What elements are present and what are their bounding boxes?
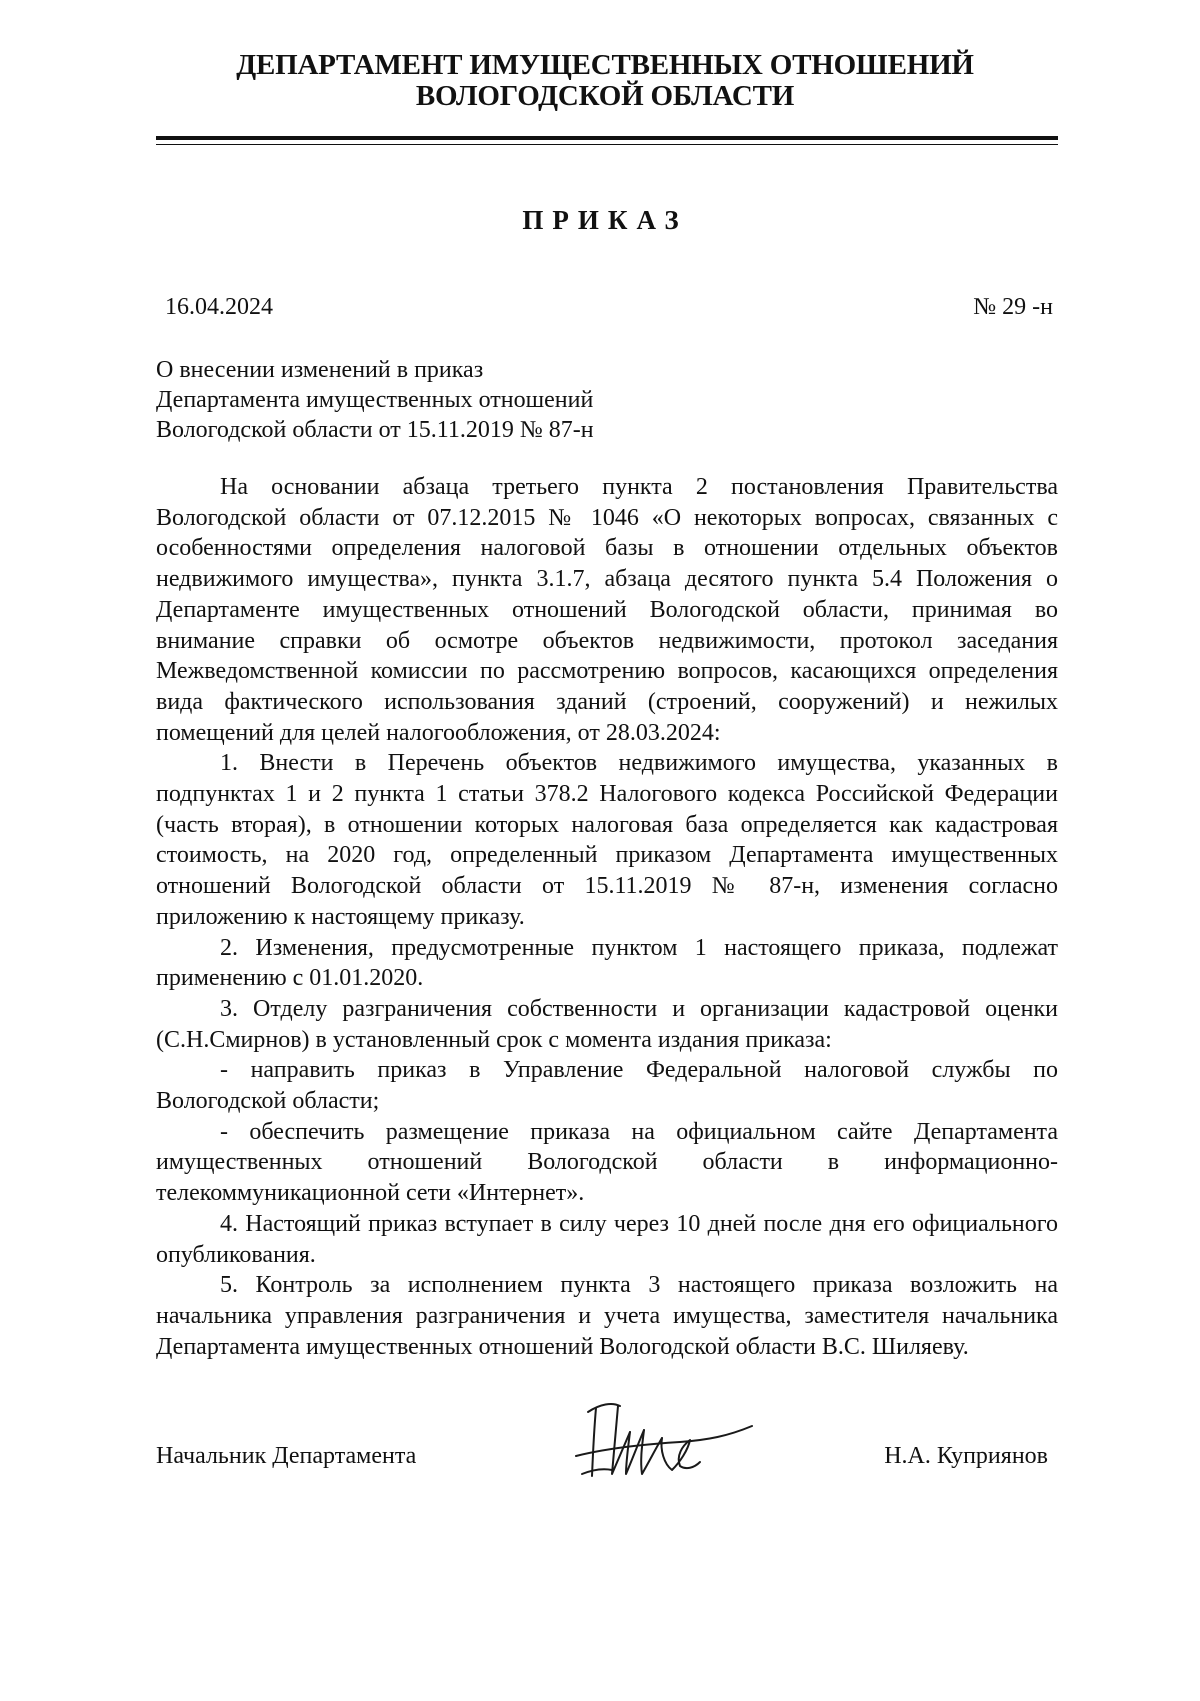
department-name-line2: ВОЛОГОДСКОЙ ОБЛАСТИ — [415, 80, 795, 112]
department-name-line1: ДЕПАРТАМЕНТ ИМУЩЕСТВЕННЫХ ОТНОШЕНИЙ — [236, 49, 974, 81]
subject-line: Вологодской области от 15.11.2019 № 87-н — [156, 417, 594, 443]
document-body — [156, 472, 1058, 1362]
order-item-3: 3. Отделу разграничения собственности и организации кадастровой оценки (С.Н.Смирнов) в установленный срок с момента издания приказа: — [156, 995, 1058, 1053]
order-item-5: 5. Контроль за исполнением пункта 3 настоящего приказа возложить на начальника управления разграничения и учета имущества, заместителя начальника Департамента имущественных отношений Вологодской области В.С. Шиляеву. — [156, 1272, 1058, 1360]
department-header — [150, 50, 1060, 112]
document-subject — [156, 355, 594, 445]
subject-line: Департамента имущественных отношений — [156, 387, 594, 413]
order-item-3b: - обеспечить размещение приказа на официальном сайте Департамента имущественных отношений Вологодской области в информационно-телекоммуникационной сети «Интернет». — [156, 1118, 1058, 1207]
preamble-paragraph: На основании абзаца третьего пункта 2 постановления Правительства Вологодской области от 07.12.2015 № 1046 «О некоторых вопросах, связанных с особенностями определения налоговой базы в отношении отдельных объектов недвижимого имущества», пункта 3.1.7, абзаца десятого пункта 5.4 Положения о Департаменте имущественных отношений Вологодской области, принимая во внимание справки об осмотре объектов недвижимости, протокол заседания Межведомственной комиссии по рассмотрению вопросов, касающихся определения вида фактического использования зданий (строений, сооружений) и нежилых помещений для целей налогообложения, от 28.03.2024: — [156, 474, 1058, 746]
signatory-name: Н.А. Куприянов — [884, 1443, 1048, 1469]
document-date: 16.04.2024 — [165, 294, 273, 320]
order-item-1: 1. Внести в Перечень объектов недвижимого имущества, указанных в подпунктах 1 и 2 пункта 1 статьи 378.2 Налогового кодекса Российской Федерации (часть вторая), в отношении которых налоговая база определяется как кадастровая стоимость, на 2020 год, определенный приказом Департамента имущественных отношений Вологодской области от 15.11.2019 № 87-н, изменения согласно приложению к настоящему приказу. — [156, 750, 1058, 930]
header-rule-thick — [156, 136, 1058, 140]
document-number: № 29 -н — [973, 294, 1053, 320]
header-rule-thin — [156, 144, 1058, 145]
order-item-3a: - направить приказ в Управление Федеральной налоговой службы по Вологодской области; — [156, 1057, 1058, 1115]
handwritten-signature-icon — [568, 1390, 768, 1490]
document-title: ПРИКАЗ — [522, 205, 688, 235]
signatory-position: Начальник Департамента — [156, 1443, 417, 1469]
order-item-4: 4. Настоящий приказ вступает в силу через 10 дней после дня его официального опубликования. — [156, 1210, 1058, 1268]
subject-line: О внесении изменений в приказ — [156, 357, 484, 383]
order-item-2: 2. Изменения, предусмотренные пунктом 1 настоящего приказа, подлежат применению с 01.01.2020. — [156, 934, 1058, 992]
